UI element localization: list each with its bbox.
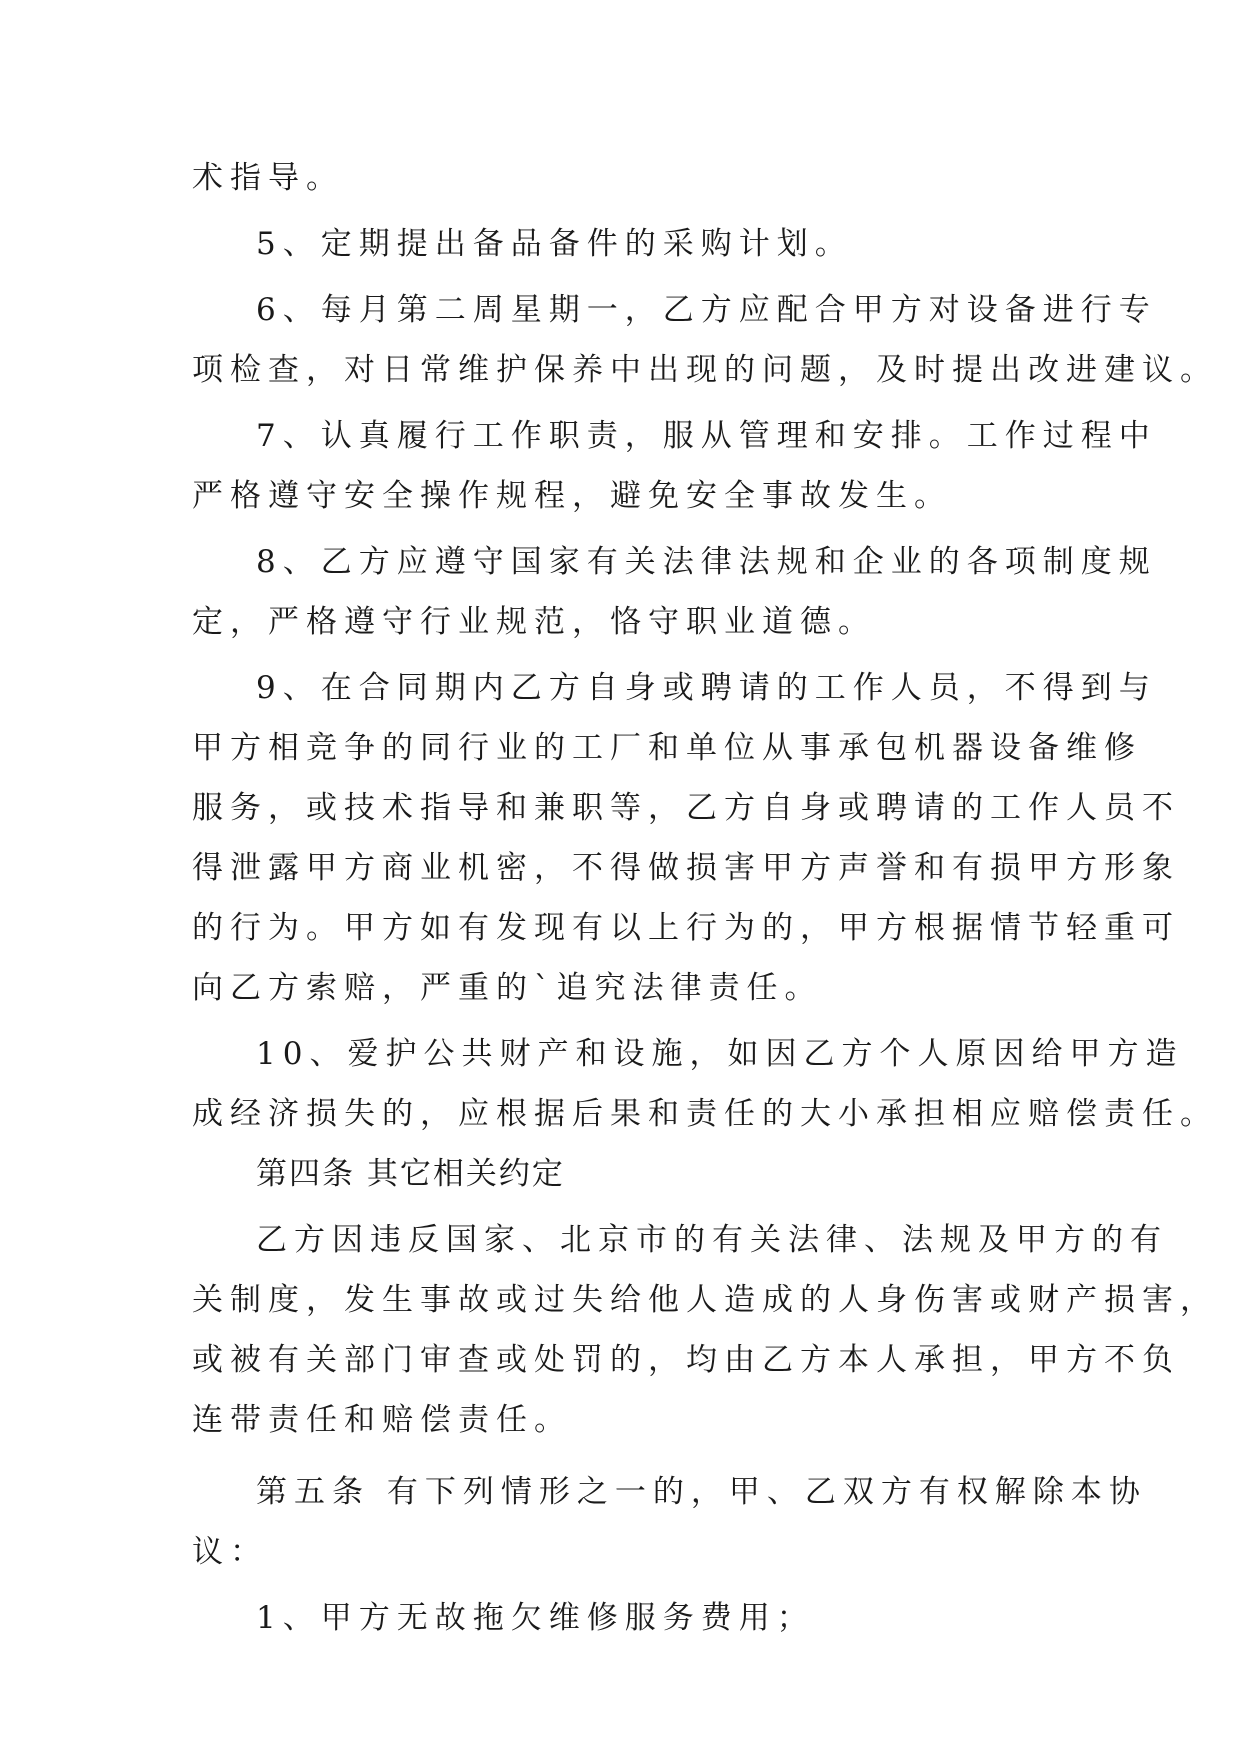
- text-line: 关制度，发生事故或过失给他人造成的人身伤害或财产损害，: [192, 1282, 1218, 1318]
- text-line: 的行为。甲方如有发现有以上行为的，甲方根据情节轻重可: [192, 910, 1180, 946]
- text-line: 项检查，对日常维护保养中出现的问题，及时提出改进建议。: [192, 352, 1218, 388]
- clause-7: 7、认真履行工作职责，服从管理和安排。工作过程中: [256, 418, 1157, 454]
- clause-6: 6、每月第二周星期一，乙方应配合甲方对设备进行专: [256, 292, 1157, 328]
- article-4-paragraph: 乙方因违反国家、北京市的有关法律、法规及甲方的有: [256, 1222, 1168, 1258]
- clause-5: 5、定期提出备品备件的采购计划。: [256, 226, 853, 262]
- article-5-item-1: 1、甲方无故拖欠维修服务费用；: [256, 1600, 815, 1636]
- article-5-heading: 第五条 有下列情形之一的，甲、乙双方有权解除本协: [256, 1474, 1147, 1510]
- text-line: 向乙方索赔，严重的`追究法律责任。: [192, 970, 823, 1006]
- article-4-heading: 第四条 其它相关约定: [256, 1156, 565, 1192]
- text-line: 甲方相竞争的同行业的工厂和单位从事承包机器设备维修: [192, 730, 1142, 766]
- text-line: 服务，或技术指导和兼职等，乙方自身或聘请的工作人员不: [192, 790, 1180, 826]
- text-line: 或被有关部门审查或处罚的，均由乙方本人承担，甲方不负: [192, 1342, 1180, 1378]
- clause-9: 9、在合同期内乙方自身或聘请的工作人员，不得到与: [256, 670, 1157, 706]
- clause-8: 8、乙方应遵守国家有关法律法规和企业的各项制度规: [256, 544, 1157, 580]
- text-line: 严格遵守安全操作规程，避免安全事故发生。: [192, 478, 952, 514]
- document-body: [192, 148, 1218, 1648]
- text-line: 术指导。: [192, 160, 344, 196]
- text-line: 成经济损失的，应根据后果和责任的大小承担相应赔偿责任。: [192, 1096, 1218, 1132]
- text-line: 连带责任和赔偿责任。: [192, 1402, 572, 1438]
- clause-10: 10、爱护公共财产和设施，如因乙方个人原因给甲方造: [256, 1036, 1184, 1072]
- text-line: 定，严格遵守行业规范，恪守职业道德。: [192, 604, 876, 640]
- text-line: 得泄露甲方商业机密，不得做损害甲方声誉和有损甲方形象: [192, 850, 1180, 886]
- text-line: 议：: [192, 1534, 268, 1570]
